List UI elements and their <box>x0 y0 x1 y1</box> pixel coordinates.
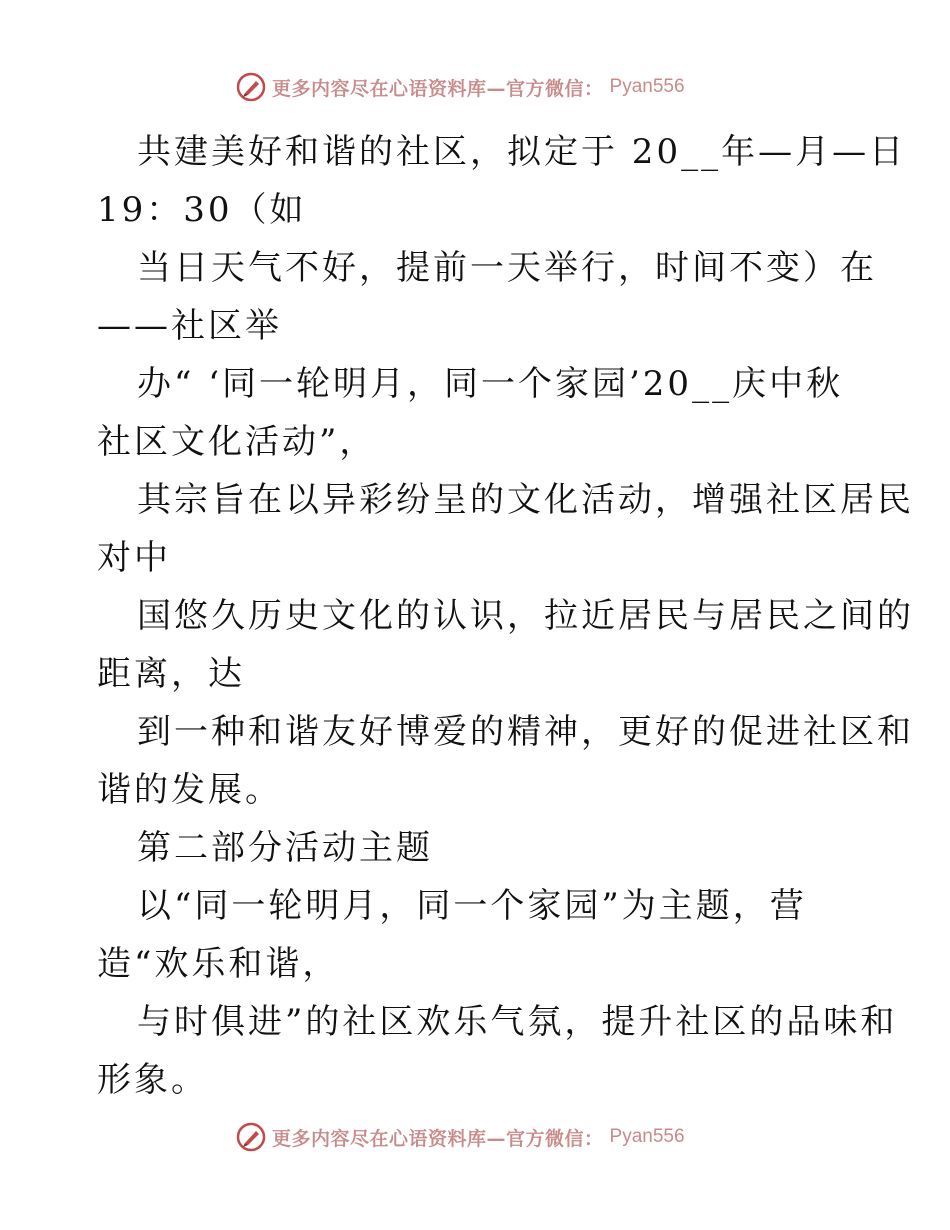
text-line: ——社区举 <box>97 306 282 346</box>
text-line: 19：30（如 <box>97 190 307 230</box>
text-line: 到一种和谐友好博爱的精神，更好的促进社区和 <box>137 712 914 752</box>
document-body <box>97 123 914 1109</box>
text-line: 当日天气不好，提前一天举行，时间不变）在 <box>137 248 877 288</box>
text-line: 造“欢乐和谐， <box>97 944 340 984</box>
text-line: 对中 <box>97 538 171 578</box>
watermark-wechat-id: Pyan556 <box>609 76 685 97</box>
text-line: 形象。 <box>97 1060 208 1100</box>
text-line: 距离，达 <box>97 654 245 694</box>
text-line: 社区文化活动”， <box>97 422 377 462</box>
text-line: 办“ ‘同一轮明月，同一个家园’20__庆中秋 <box>137 364 844 404</box>
watermark-text: 更多内容尽在心语资料库—官方微信： <box>272 77 604 100</box>
text-line: 共建美好和谐的社区，拟定于 20__年—月—日 <box>137 132 907 172</box>
text-line: 国悠久历史文化的认识，拉近居民与居民之间的 <box>137 596 914 636</box>
pen-logo-icon <box>236 72 266 102</box>
text-line: 以“同一轮明月，同一个家园”为主题，营 <box>137 886 807 926</box>
text-line: 其宗旨在以异彩纷呈的文化活动，增强社区居民 <box>137 480 914 520</box>
section-heading: 第二部分活动主题 <box>137 828 433 868</box>
text-line: 谐的发展。 <box>97 770 282 810</box>
watermark-wechat-id: Pyan556 <box>609 1126 685 1147</box>
watermark-text: 更多内容尽在心语资料库—官方微信： <box>272 1127 604 1150</box>
watermark-footer <box>236 1122 685 1152</box>
text-line: 与时俱进”的社区欢乐气氛，提升社区的品味和 <box>137 1002 898 1042</box>
watermark-header <box>236 72 685 102</box>
pen-logo-icon <box>236 1122 266 1152</box>
